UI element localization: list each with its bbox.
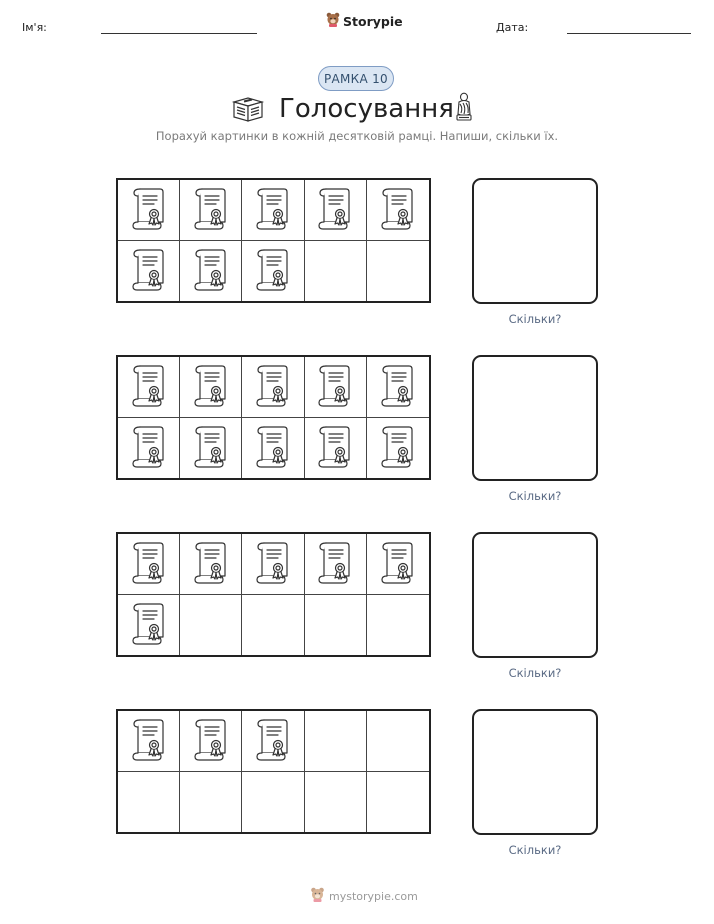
ten-frame-cell bbox=[305, 241, 367, 302]
ten-frame-cell bbox=[367, 772, 429, 833]
ten-frame-cell bbox=[242, 711, 304, 772]
ten-frame-cell bbox=[305, 772, 367, 833]
ten-frame-cell bbox=[367, 595, 429, 656]
ten-frame-cell bbox=[118, 357, 180, 418]
scroll-certificate-icon bbox=[316, 361, 354, 413]
statue-icon bbox=[453, 92, 475, 126]
ten-frame-cell bbox=[367, 711, 429, 772]
scroll-certificate-icon bbox=[379, 184, 417, 236]
ten-frame-cell bbox=[305, 595, 367, 656]
scroll-certificate-icon bbox=[254, 184, 292, 236]
brand-name: Storypie bbox=[343, 13, 403, 29]
ten-frame-cell bbox=[367, 418, 429, 479]
scroll-certificate-icon bbox=[192, 422, 230, 474]
ballot-box-icon bbox=[230, 92, 266, 126]
ten-frame-cell bbox=[180, 180, 242, 241]
ten-frame-cell bbox=[118, 534, 180, 595]
how-many-label: Скільки? bbox=[508, 843, 562, 857]
ten-frame-cell bbox=[367, 534, 429, 595]
scroll-certificate-icon bbox=[254, 245, 292, 297]
answer-box[interactable] bbox=[472, 355, 598, 481]
scroll-certificate-icon bbox=[379, 422, 417, 474]
how-many-label: Скільки? bbox=[508, 489, 562, 503]
ten-frame-cell bbox=[305, 711, 367, 772]
ten-frame-cell bbox=[367, 180, 429, 241]
scroll-certificate-icon bbox=[130, 538, 168, 590]
scroll-certificate-icon bbox=[379, 361, 417, 413]
date-label: Дата: bbox=[496, 21, 529, 34]
scroll-certificate-icon bbox=[130, 361, 168, 413]
ten-frame-cell bbox=[118, 595, 180, 656]
ten-frame-cell bbox=[242, 180, 304, 241]
ten-frame-cell bbox=[305, 418, 367, 479]
scroll-certificate-icon bbox=[192, 245, 230, 297]
ten-frame-cell bbox=[180, 418, 242, 479]
frame-badge: РАМКА 10 bbox=[318, 66, 394, 91]
scroll-certificate-icon bbox=[254, 715, 292, 767]
ten-frame-cell bbox=[242, 418, 304, 479]
answer-box[interactable] bbox=[472, 178, 598, 304]
ten-frame-cell bbox=[180, 711, 242, 772]
ten-frame-cell bbox=[305, 534, 367, 595]
ten-frame bbox=[116, 355, 431, 480]
scroll-certificate-icon bbox=[130, 184, 168, 236]
scroll-certificate-icon bbox=[192, 361, 230, 413]
how-many-label: Скільки? bbox=[508, 666, 562, 680]
footer-url: mystorypie.com bbox=[329, 889, 418, 903]
page-title: Голосування bbox=[279, 94, 454, 124]
ten-frame bbox=[116, 532, 431, 657]
scroll-certificate-icon bbox=[316, 422, 354, 474]
how-many-label: Скільки? bbox=[508, 312, 562, 326]
ten-frame-cell bbox=[242, 357, 304, 418]
scroll-certificate-icon bbox=[130, 245, 168, 297]
ten-frame-cell bbox=[242, 534, 304, 595]
scroll-certificate-icon bbox=[379, 538, 417, 590]
ten-frame-cell bbox=[367, 241, 429, 302]
scroll-certificate-icon bbox=[254, 361, 292, 413]
scroll-certificate-icon bbox=[316, 538, 354, 590]
ten-frame-cell bbox=[180, 241, 242, 302]
ten-frame-cell bbox=[305, 180, 367, 241]
scroll-certificate-icon bbox=[254, 422, 292, 474]
ten-frame-cell bbox=[180, 595, 242, 656]
ten-frame-cell bbox=[242, 595, 304, 656]
bear-mascot-icon bbox=[310, 887, 325, 905]
scroll-certificate-icon bbox=[130, 599, 168, 651]
scroll-certificate-icon bbox=[254, 538, 292, 590]
instructions: Порахуй картинки в кожній десятковій рамці. Напиши, скільки їх. bbox=[155, 129, 559, 143]
ten-frame-cell bbox=[118, 418, 180, 479]
ten-frame-cell bbox=[118, 772, 180, 833]
ten-frame-cell bbox=[242, 241, 304, 302]
scroll-certificate-icon bbox=[130, 715, 168, 767]
scroll-certificate-icon bbox=[130, 422, 168, 474]
ten-frame-cell bbox=[180, 357, 242, 418]
ten-frame bbox=[116, 709, 431, 834]
ten-frame-cell bbox=[118, 711, 180, 772]
scroll-certificate-icon bbox=[192, 184, 230, 236]
ten-frame-cell bbox=[118, 241, 180, 302]
ten-frame-cell bbox=[180, 534, 242, 595]
scroll-certificate-icon bbox=[316, 184, 354, 236]
name-line[interactable] bbox=[101, 33, 257, 34]
footer bbox=[310, 887, 418, 905]
ten-frame-cell bbox=[180, 772, 242, 833]
ten-frame-cell bbox=[118, 180, 180, 241]
date-line[interactable] bbox=[567, 33, 691, 34]
scroll-certificate-icon bbox=[192, 715, 230, 767]
ten-frame-cell bbox=[242, 772, 304, 833]
ten-frame-cell bbox=[367, 357, 429, 418]
answer-box[interactable] bbox=[472, 709, 598, 835]
scroll-certificate-icon bbox=[192, 538, 230, 590]
answer-box[interactable] bbox=[472, 532, 598, 658]
name-label: Ім'я: bbox=[22, 21, 47, 34]
ten-frame bbox=[116, 178, 431, 303]
brand-logo bbox=[326, 12, 403, 30]
bear-mascot-icon bbox=[326, 12, 340, 30]
ten-frame-cell bbox=[305, 357, 367, 418]
